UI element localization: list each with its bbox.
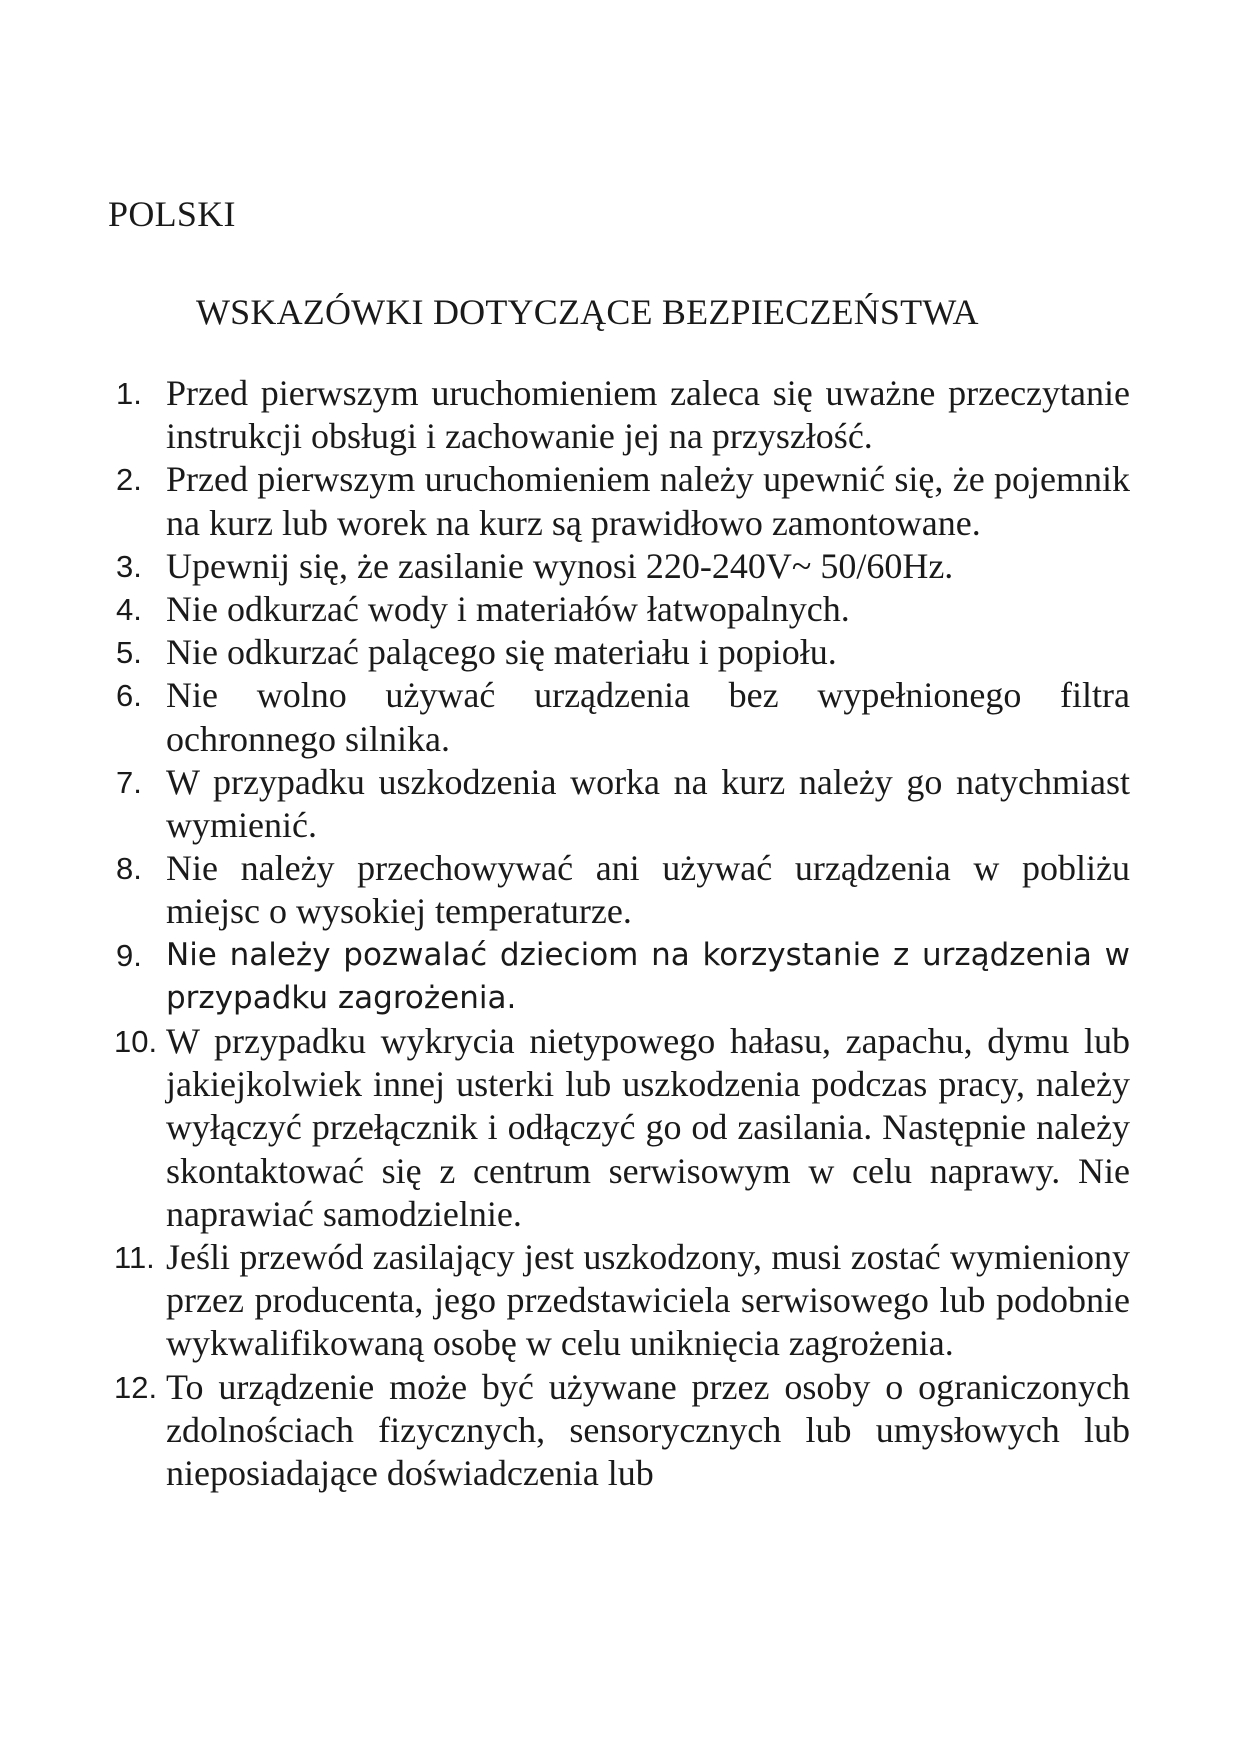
list-item bbox=[110, 458, 1130, 544]
item-number: 10. bbox=[114, 1024, 158, 1060]
list-item bbox=[110, 631, 1130, 674]
item-text: To urządzenie może być używane przez osoby o ograniczonych zdolnościach fizycznych, sensorycznych lub umysłowych lub nieposiadające doświadczenia lub bbox=[166, 1366, 1130, 1494]
list-item bbox=[110, 674, 1130, 760]
item-text: Przed pierwszym uruchomieniem należy upewnić się, że pojemnik na kurz lub worek na kurz są prawidłowo zamontowane. bbox=[166, 459, 1130, 543]
item-text: W przypadku uszkodzenia worka na kurz należy go natychmiast wymienić. bbox=[166, 761, 1130, 846]
item-number: 11. bbox=[114, 1240, 155, 1276]
list-item bbox=[110, 588, 1130, 631]
safety-instructions-list bbox=[110, 372, 1130, 1495]
item-text: Przed pierwszym uruchomieniem zaleca się uważne przeczytanie instrukcji obsługi i zachowanie jej na przyszłość. bbox=[166, 373, 1130, 457]
item-number: 6. bbox=[116, 678, 142, 714]
list-item bbox=[110, 761, 1130, 847]
item-number: 7. bbox=[116, 764, 142, 800]
safety-heading: WSKAZÓWKI DOTYCZĄCE BEZPIECZEŃSTWA bbox=[196, 292, 979, 332]
item-number: 5. bbox=[116, 635, 142, 671]
item-text: Nie należy przechowywać ani używać urządzenia w pobliżu miejsc o wysokiej temperaturze. bbox=[166, 848, 1130, 932]
item-text: Nie odkurzać wody i materiałów łatwopalnych. bbox=[166, 589, 850, 630]
item-number: 2. bbox=[116, 462, 142, 498]
item-number: 12. bbox=[114, 1369, 158, 1405]
item-number: 8. bbox=[116, 851, 142, 887]
list-item bbox=[110, 372, 1130, 458]
item-number: 3. bbox=[116, 548, 142, 584]
item-text: Nie odkurzać palącego się materiału i popiołu. bbox=[166, 632, 837, 673]
list-item bbox=[110, 1366, 1130, 1496]
list-item bbox=[110, 1236, 1130, 1366]
item-number: 9. bbox=[116, 937, 142, 973]
list-item bbox=[110, 545, 1130, 588]
item-text: Jeśli przewód zasilający jest uszkodzony, musi zostać wymieniony przez producenta, jego przedstawiciela serwisowego lub podobnie wykwalifikowaną osobę w celu uniknięcia zagrożenia. bbox=[166, 1237, 1130, 1364]
item-text: Nie należy pozwalać dzieciom na korzystanie z urządzenia w przypadku zagrożenia. bbox=[166, 936, 1130, 1016]
item-text: Upewnij się, że zasilanie wynosi 220-240V~ 50/60Hz. bbox=[166, 545, 954, 586]
item-number: 4. bbox=[116, 592, 142, 628]
list-item bbox=[110, 934, 1130, 1020]
language-label: POLSKI bbox=[108, 194, 236, 234]
list-item bbox=[110, 1020, 1130, 1236]
item-number: 1. bbox=[116, 376, 142, 411]
item-text: Nie wolno używać urządzenia bez wypełnionego filtra ochronnego silnika. bbox=[166, 675, 1130, 759]
list-item bbox=[110, 847, 1130, 933]
item-text: W przypadku wykrycia nietypowego hałasu, zapachu, dymu lub jakiejkolwiek innej usterki lub uszkodzenia podczas pracy, należy wyłączyć przełącznik i odłączyć go od zasilania. Następnie należy skontaktować się z centrum serwisowym w celu naprawy. Nie naprawiać samodzielnie. bbox=[166, 1021, 1130, 1234]
